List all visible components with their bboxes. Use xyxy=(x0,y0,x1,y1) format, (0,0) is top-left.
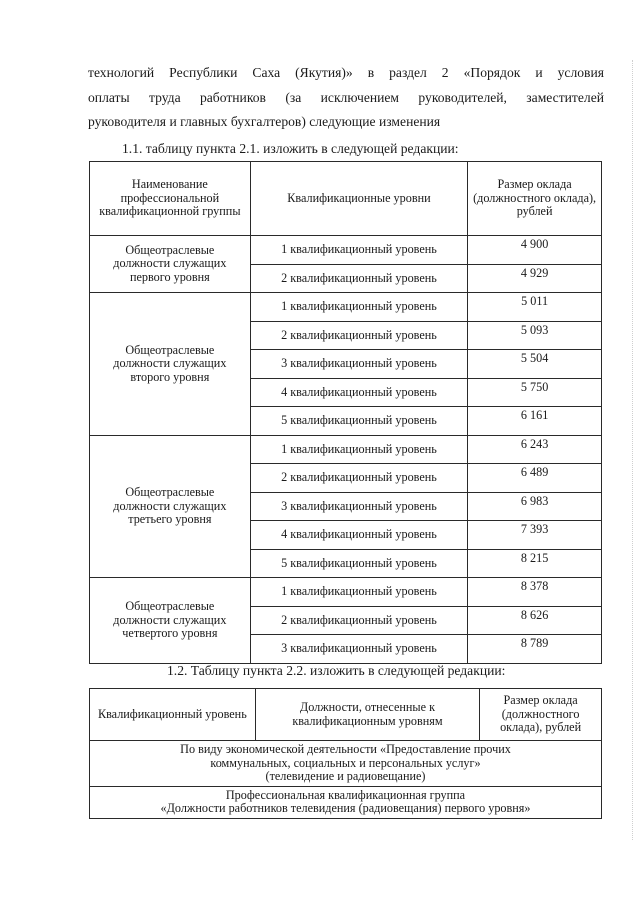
group-line: Профессиональная квалификационная группа xyxy=(225,787,466,802)
table-row xyxy=(90,741,602,787)
salary-cell: 5 750 xyxy=(468,378,602,407)
salary-table-2-1 xyxy=(89,161,602,664)
salary-cell: 5 504 xyxy=(468,350,602,379)
section-1-1-heading: 1.1. таблицу пункта 2.1. изложить в следующей редакции: xyxy=(122,141,459,156)
salary-cell: 6 983 xyxy=(468,492,602,521)
table-row xyxy=(90,236,602,265)
salary-cell: 7 393 xyxy=(468,521,602,550)
group-line: «Должности работников телевидения (радиовещания) первого уровня» xyxy=(160,801,531,815)
table-header-row xyxy=(90,162,602,236)
salary-cell: 4 900 xyxy=(468,236,602,265)
header-salary: Размер оклада (должностного оклада), рублей xyxy=(480,689,602,741)
level-cell: 1 квалификационный уровень xyxy=(250,435,467,464)
table-row xyxy=(90,293,602,322)
intro-line: руководителя и главных бухгалтеров) следующие изменения xyxy=(88,114,441,129)
salary-cell: 6 243 xyxy=(468,435,602,464)
header-positions: Должности, отнесенные к квалификационным уровням xyxy=(255,689,479,741)
group-name-cell: Общеотраслевые должности служащих первого уровня xyxy=(90,236,251,293)
level-cell: 3 квалификационный уровень xyxy=(250,492,467,521)
intro-line: технологий Республики Саха (Якутия)» в раздел 2 «Порядок и условия xyxy=(88,65,604,80)
salary-cell: 5 011 xyxy=(468,293,602,322)
level-cell: 5 квалификационный уровень xyxy=(250,549,467,578)
salary-cell: 8 626 xyxy=(468,606,602,635)
level-cell: 2 квалификационный уровень xyxy=(250,464,467,493)
page-edge-shadow xyxy=(632,60,634,840)
group-name-cell: Общеотраслевые должности служащих четвертого уровня xyxy=(90,578,251,664)
level-cell: 3 квалификационный уровень xyxy=(250,350,467,379)
salary-table-2-2 xyxy=(89,688,602,819)
group-name-cell: Общеотраслевые должности служащих второго уровня xyxy=(90,293,251,436)
salary-cell: 8 378 xyxy=(468,578,602,607)
header-qualification-levels: Квалификационные уровни xyxy=(250,162,467,236)
header-qualification-level: Квалификационный уровень xyxy=(90,689,256,741)
level-cell: 2 квалификационный уровень xyxy=(250,321,467,350)
table-header-row xyxy=(90,689,602,741)
group-name-cell: Общеотраслевые должности служащих третьего уровня xyxy=(90,435,251,578)
activity-line: (телевидение и радиовещание) xyxy=(265,769,426,783)
header-group-name: Наименование профессиональной квалификационной группы xyxy=(90,162,251,236)
salary-cell: 8 215 xyxy=(468,549,602,578)
level-cell: 2 квалификационный уровень xyxy=(250,606,467,635)
level-cell: 1 квалификационный уровень xyxy=(250,578,467,607)
level-cell: 5 квалификационный уровень xyxy=(250,407,467,436)
intro-line: оплаты труда работников (за исключением руководителей, заместителей xyxy=(88,89,604,105)
level-cell: 4 квалификационный уровень xyxy=(250,378,467,407)
table-row xyxy=(90,578,602,607)
level-cell: 1 квалификационный уровень xyxy=(250,236,467,265)
level-cell: 3 квалификационный уровень xyxy=(250,635,467,664)
level-cell: 4 квалификационный уровень xyxy=(250,521,467,550)
level-cell: 1 квалификационный уровень xyxy=(250,293,467,322)
level-cell: 2 квалификационный уровень xyxy=(250,264,467,293)
salary-cell: 6 161 xyxy=(468,407,602,436)
intro-paragraph xyxy=(88,61,604,135)
activity-line: коммунальных, социальных и персональных услуг» xyxy=(210,755,481,770)
qualification-group-cell xyxy=(90,786,602,818)
section-1-2-heading: 1.2. Таблицу пункта 2.2. изложить в следующей редакции: xyxy=(167,663,506,678)
table-row xyxy=(90,786,602,818)
salary-cell: 4 929 xyxy=(468,264,602,293)
activity-line: По виду экономической деятельности «Предоставление прочих xyxy=(180,742,511,756)
salary-cell: 5 093 xyxy=(468,321,602,350)
activity-type-cell xyxy=(90,741,602,787)
salary-cell: 8 789 xyxy=(468,635,602,664)
salary-cell: 6 489 xyxy=(468,464,602,493)
table-row xyxy=(90,435,602,464)
header-salary: Размер оклада (должностного оклада), рублей xyxy=(468,162,602,236)
